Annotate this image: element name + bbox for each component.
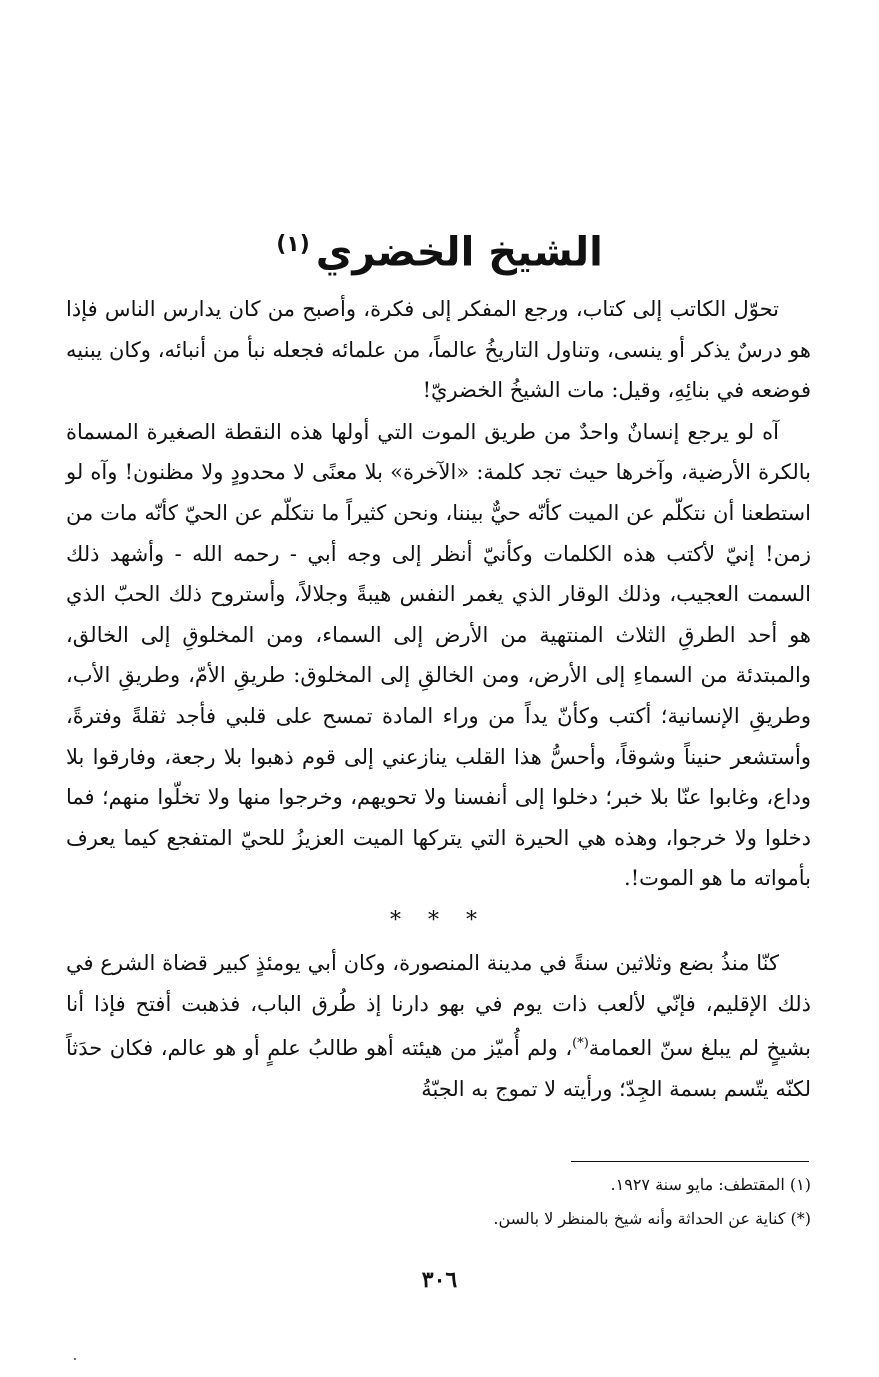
paragraph-text: ، ولم أُميّز من هيئته أهو طالبُ علمٍ أو هو عالم، فكان حدَثاً لكنّه يتّسم بسمة الجِدّ؛ ورأيته لا تموج به الجبّةُ <box>66 1036 811 1101</box>
page-title <box>0 215 879 282</box>
footnote-divider <box>571 1161 809 1162</box>
paragraph: تحوّل الكاتب إلى كتاب، ورجع المفكر إلى فكرة، وأصبح من كان يدارس الناس فإذا هو درسٌ يذكر أو ينسى، وتناول التاريخُ عالماً، من علمائه فجعله نبأ من أنبائه، وكان يبنيه فوضعه في بنائِهِ، وقيل: مات الشيخُ الخضريّ! <box>66 297 811 403</box>
paragraph <box>66 943 811 1109</box>
paragraph: آه لو يرجع إنسانٌ واحدٌ من طريق الموت التي أولها هذه النقطة الصغيرة المسماة بالكرة الأرضية، وآخرها حيث تجد كلمة: «الآخرة» بلا معنًى لا محدودٍ ولا مظنون! وآه لو استطعنا أن نتكلّم عن الميت كأنّه حيٌّ بيننا، ونحن كثيراً ما نتكلّم عن الحيّ كأنّه مات من زمن! إنيّ لأكتب هذه الكلمات وكأنيّ أنظر إلى وجه أبي - رحمه الله - وأشهد ذلك السمت العجيب، وذلك الوقار الذي يغمر النفس هيبةً وجلالاً، وأستروح ذلك الحبّ الذي هو أحد الطرقِ الثلاث المنتهية من الأرض إلى السماء، ومن المخلوقِ إلى الخالق، والمبتدئة من السماءِ إلى الأرض، ومن الخالقِ إلى المخلوق: طريقِ الأمّ، وطريقِ الأب، وطريقِ الإنسانية؛ أكتب وكأنّ يداً من وراء المادة تمسح على قلبي فأجد ثقلةً وفترةً، وأستشعر حنيناً وشوقاً، وأحسُّ هذا القلب ينازعني إلى قوم ذهبوا بلا رجعة، وفارقوا بلا وداع، وغابوا عنّا بلا خبر؛ دخلوا إلى أنفسنا ولا تحويهم، وخرجوا منها ولا تخلّوا منهم؛ فما دخلوا ولا خرجوا، وهذه هي الحيرة التي يتركها الميت العزيزُ للحيّ المتفجع كيما يعرف بأمواته ما هو الموت!. <box>66 419 811 891</box>
title-footnote-ref: (١) <box>276 231 310 257</box>
article-body <box>66 289 811 1109</box>
footnote: (*) كناية عن الحداثة وأنه شيخ بالمنظر لا بالسن. <box>493 1209 811 1228</box>
title-text: الشيخ الخضري <box>315 229 603 276</box>
page-number: ٣٠٦ <box>421 1267 458 1293</box>
footnotes <box>66 1168 811 1236</box>
scan-speck <box>74 1358 76 1360</box>
section-separator: * * * <box>390 907 487 933</box>
paragraph-text: كنّا منذُ بضع وثلاثين سنةً في مدينة المنصورة، وكان أبي يومئذٍ كبير قضاة الشرع في ذلك الإقليم، فإنّي لألعب ذات يوم في بهو دارنا إذ طُرق الباب، فذهبت أفتح فإذا أنا بشيخٍ لم يبلغ سنّ العمامة <box>66 950 811 1061</box>
footnote-ref: (*) <box>572 1036 589 1052</box>
footnote: (١) المقتطف: مايو سنة ١٩٢٧. <box>610 1175 811 1194</box>
